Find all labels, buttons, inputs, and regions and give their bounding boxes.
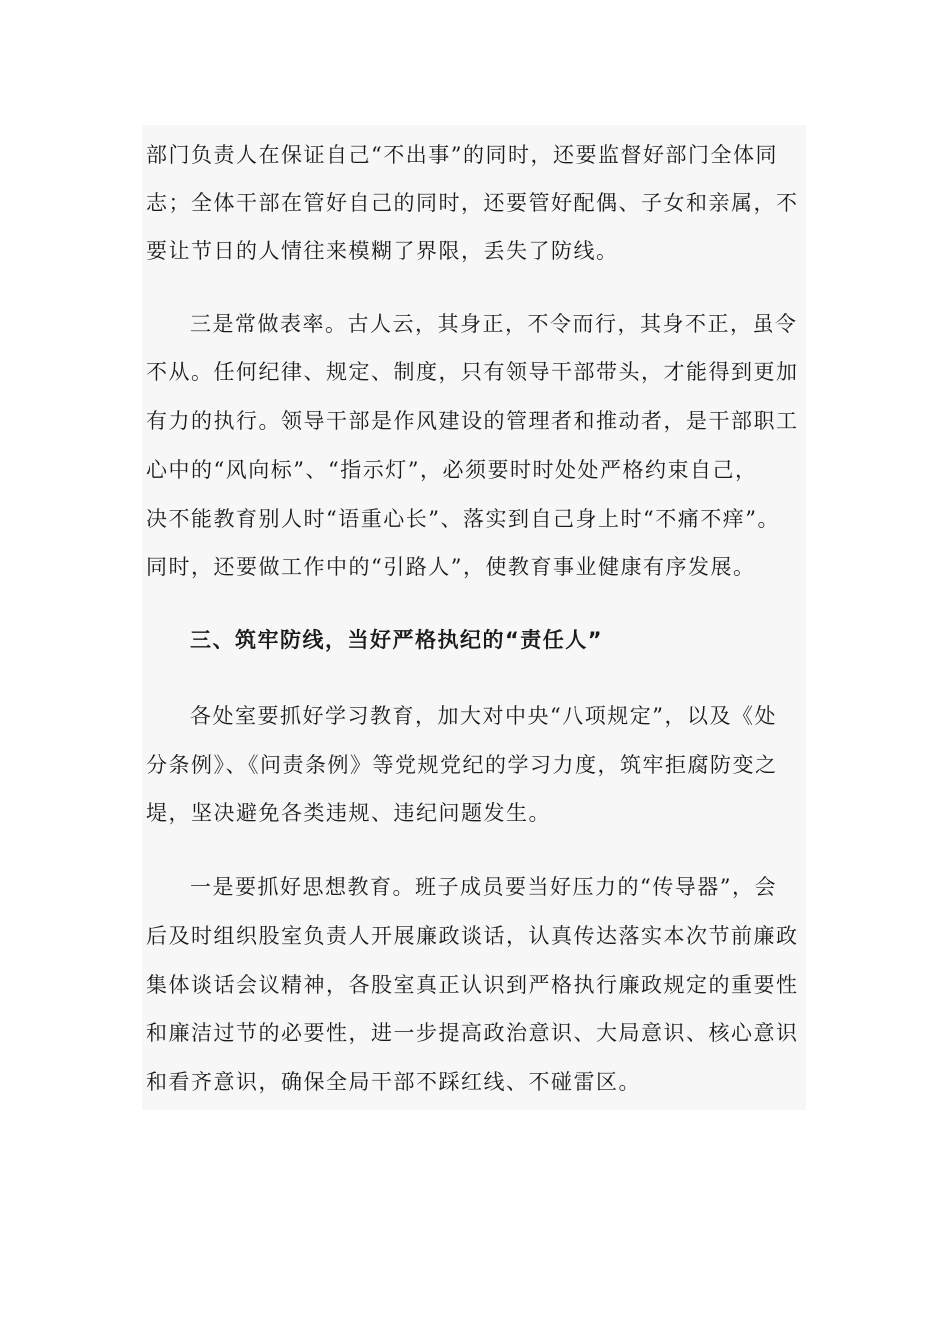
paragraph-2-line-6: 同时，还要做工作中的“引路人”，使教育事业健康有序发展。 (146, 555, 756, 579)
paragraph-1-line-1: 部门负责人在保证自己“不出事”的同时，还要监督好部门全体同 (146, 143, 778, 167)
paragraph-4-line-1: 一是要抓好思想教育。班子成员要当好压力的“传导器”，会 (190, 875, 777, 899)
paragraph-2-line-3: 有力的执行。领导干部是作风建设的管理者和推动者，是干部职工 (146, 409, 799, 433)
text-block (142, 125, 806, 1110)
paragraph-2-line-4: 心中的“风向标”、“指示灯”，必须要时时处处严格约束自己， (146, 458, 758, 482)
paragraph-4-line-4: 和廉洁过节的必要性，进一步提高政治意识、大局意识、核心意识 (146, 1021, 799, 1045)
section-heading: 三、筑牢防线，当好严格执纪的“责任人” (190, 628, 604, 652)
paragraph-2-line-2: 不从。任何纪律、规定、制度，只有领导干部带头，才能得到更加 (146, 360, 799, 384)
paragraph-3-line-2: 分条例》、《问责条例》等党规党纪的学习力度，筑牢拒腐防变之 (146, 753, 778, 777)
paragraph-1-line-2: 志；全体干部在管好自己的同时，还要管好配偶、子女和亲属，不 (146, 191, 799, 215)
paragraph-2-line-5: 决不能教育别人时“语重心长”、落实到自己身上时“不痛不痒”。 (146, 507, 780, 531)
paragraph-3-line-1: 各处室要抓好学习教育，加大对中央“八项规定”，以及《处 (190, 704, 777, 728)
paragraph-1-line-3: 要让节日的人情往来模糊了界限，丢失了防线。 (146, 239, 619, 263)
paragraph-4-line-5: 和看齐意识，确保全局干部不踩红线、不碰雷区。 (146, 1070, 641, 1094)
paragraph-2-line-1: 三是常做表率。古人云，其身正，不令而行，其身不正，虽令 (190, 312, 798, 336)
paragraph-4-line-2: 后及时组织股室负责人开展廉政谈话，认真传达落实本次节前廉政 (146, 924, 799, 948)
paragraph-4-line-3: 集体谈话会议精神，各股室真正认识到严格执行廉政规定的重要性 (146, 973, 799, 997)
paragraph-3-line-3: 堤，坚决避免各类违规、违纪问题发生。 (146, 801, 551, 825)
